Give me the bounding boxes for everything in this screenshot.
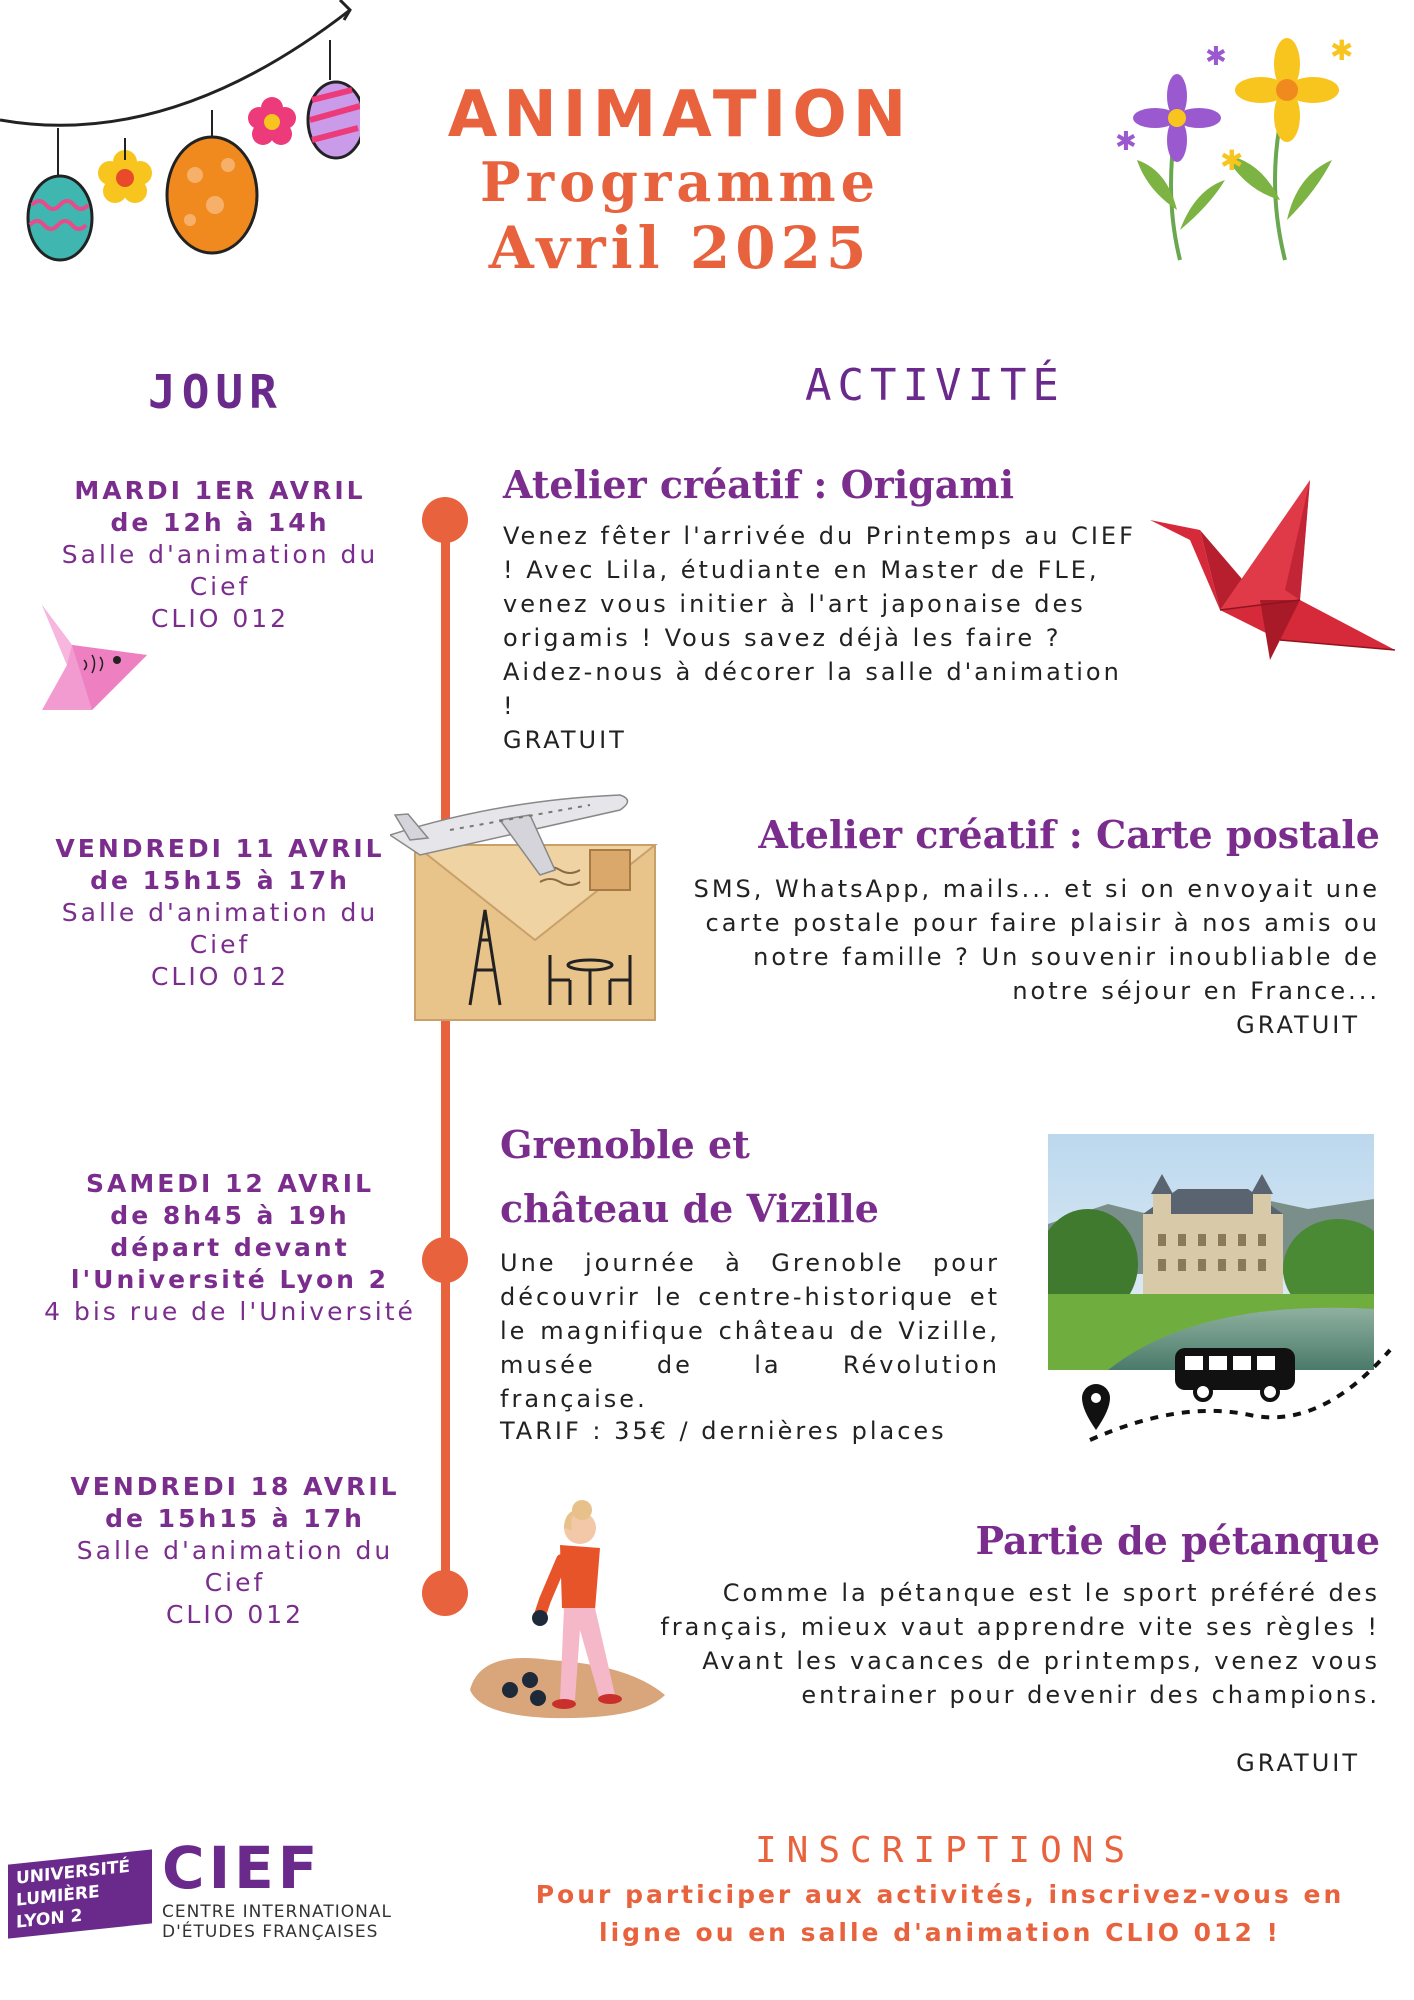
title-month: Avril 2025 xyxy=(488,214,872,282)
inscriptions-title: INSCRIPTIONS xyxy=(755,1830,1136,1871)
event-room: CLIO 012 xyxy=(150,604,290,633)
lyon2-logo xyxy=(8,1849,152,1938)
bus-route-illustration xyxy=(1060,1330,1400,1460)
column-heading-day: JOUR xyxy=(148,365,283,419)
origami-crane-icon xyxy=(1150,480,1400,665)
cief-logo-subtitle: CENTRE INTERNATIONAL xyxy=(162,1902,392,1922)
event-place: Salle d'animation du Cief xyxy=(61,898,379,959)
event-title: Atelier créatif : Carte postale xyxy=(758,812,1380,857)
event-place: Salle d'animation du Cief xyxy=(76,1536,394,1597)
event-date: SAMEDI 12 AVRIL xyxy=(85,1169,375,1198)
event-title: Atelier créatif : Origami xyxy=(503,462,1015,507)
event-description: Venez fêter l'arrivée du Printemps au CIEF ! Avec Lila, étudiante en Master de FLE, venez vous initier à l'art japonaise des origamis ! Vous savez déjà les faire ? Aidez-nous à décorer la salle d'animation ! xyxy=(503,522,1136,720)
event-price: TARIF : 35€ / dernières places xyxy=(500,1417,947,1445)
column-heading-activity: ACTIVITÉ xyxy=(805,360,1065,411)
inscriptions-text: Pour participer aux activités, inscrivez-vous en ligne ou en salle d'animation CLIO 012 ! xyxy=(535,1880,1345,1947)
event-date: MARDI 1ER AVRIL xyxy=(74,476,366,505)
event-time: de 15h15 à 17h xyxy=(90,866,350,895)
event-price: GRATUIT xyxy=(503,726,627,754)
svg-text:✱: ✱ xyxy=(1330,34,1354,67)
event-room: CLIO 012 xyxy=(150,962,290,991)
event-date: VENDREDI 11 AVRIL xyxy=(55,834,385,863)
event-time: de 12h à 14h xyxy=(110,508,330,537)
easter-garland-illustration xyxy=(0,0,360,270)
event-day-block xyxy=(20,1168,440,1328)
lyon2-logo-text: UNIVERSITÉ LUMIÈRE LYON 2 xyxy=(16,1856,130,1933)
event-place: Salle d'animation du Cief xyxy=(61,540,379,601)
event-price: GRATUIT xyxy=(1236,1011,1360,1039)
event-room: CLIO 012 xyxy=(165,1600,305,1629)
spring-flowers-illustration xyxy=(1105,30,1365,270)
event-room: 4 bis rue de l'Université xyxy=(44,1297,416,1326)
event-description: SMS, WhatsApp, mails... et si on envoyait une carte postale pour faire plaisir à nos amis ou notre famille ? Un souvenir inoubliable de notre séjour en France... xyxy=(693,875,1380,1005)
event-description: Comme la pétanque est le sport préféré des français, mieux vaut apprendre vite ses règles ! Avant les vacances de printemps, venez vous entrainer pour devenir des champions. xyxy=(660,1579,1380,1709)
svg-text:✱: ✱ xyxy=(1115,127,1137,157)
postcard-airplane-illustration xyxy=(390,790,665,1030)
event-time: de 15h15 à 17h xyxy=(105,1504,365,1533)
cief-logo xyxy=(162,1834,392,1942)
title-programme: Programme xyxy=(480,150,880,214)
timeline-dot xyxy=(422,497,468,543)
event-title-line: Grenoble et xyxy=(500,1122,750,1167)
event-title-line: château de Vizille xyxy=(500,1186,879,1231)
event-price: GRATUIT xyxy=(1236,1749,1360,1777)
title-animation: ANIMATION xyxy=(447,78,913,152)
cief-logo-text: CIEF xyxy=(162,1834,322,1902)
event-date: VENDREDI 18 AVRIL xyxy=(70,1472,400,1501)
event-day-block xyxy=(40,1471,430,1631)
event-time: de 8h45 à 19h xyxy=(110,1201,350,1230)
event-title: Partie de pétanque xyxy=(975,1518,1380,1563)
event-description: Une journée à Grenoble pour découvrir le centre-historique et le magnifique château de Vizille, musée de la Révolution française. xyxy=(500,1249,1000,1413)
cief-logo-subtitle: D'ÉTUDES FRANÇAISES xyxy=(162,1922,379,1942)
origami-fish-icon xyxy=(32,595,152,720)
event-place: départ devant l'Université Lyon 2 xyxy=(70,1233,390,1294)
timeline-line xyxy=(441,510,450,1600)
svg-text:✱: ✱ xyxy=(1220,144,1244,177)
svg-text:✱: ✱ xyxy=(1205,42,1227,72)
event-day-block xyxy=(30,833,410,993)
